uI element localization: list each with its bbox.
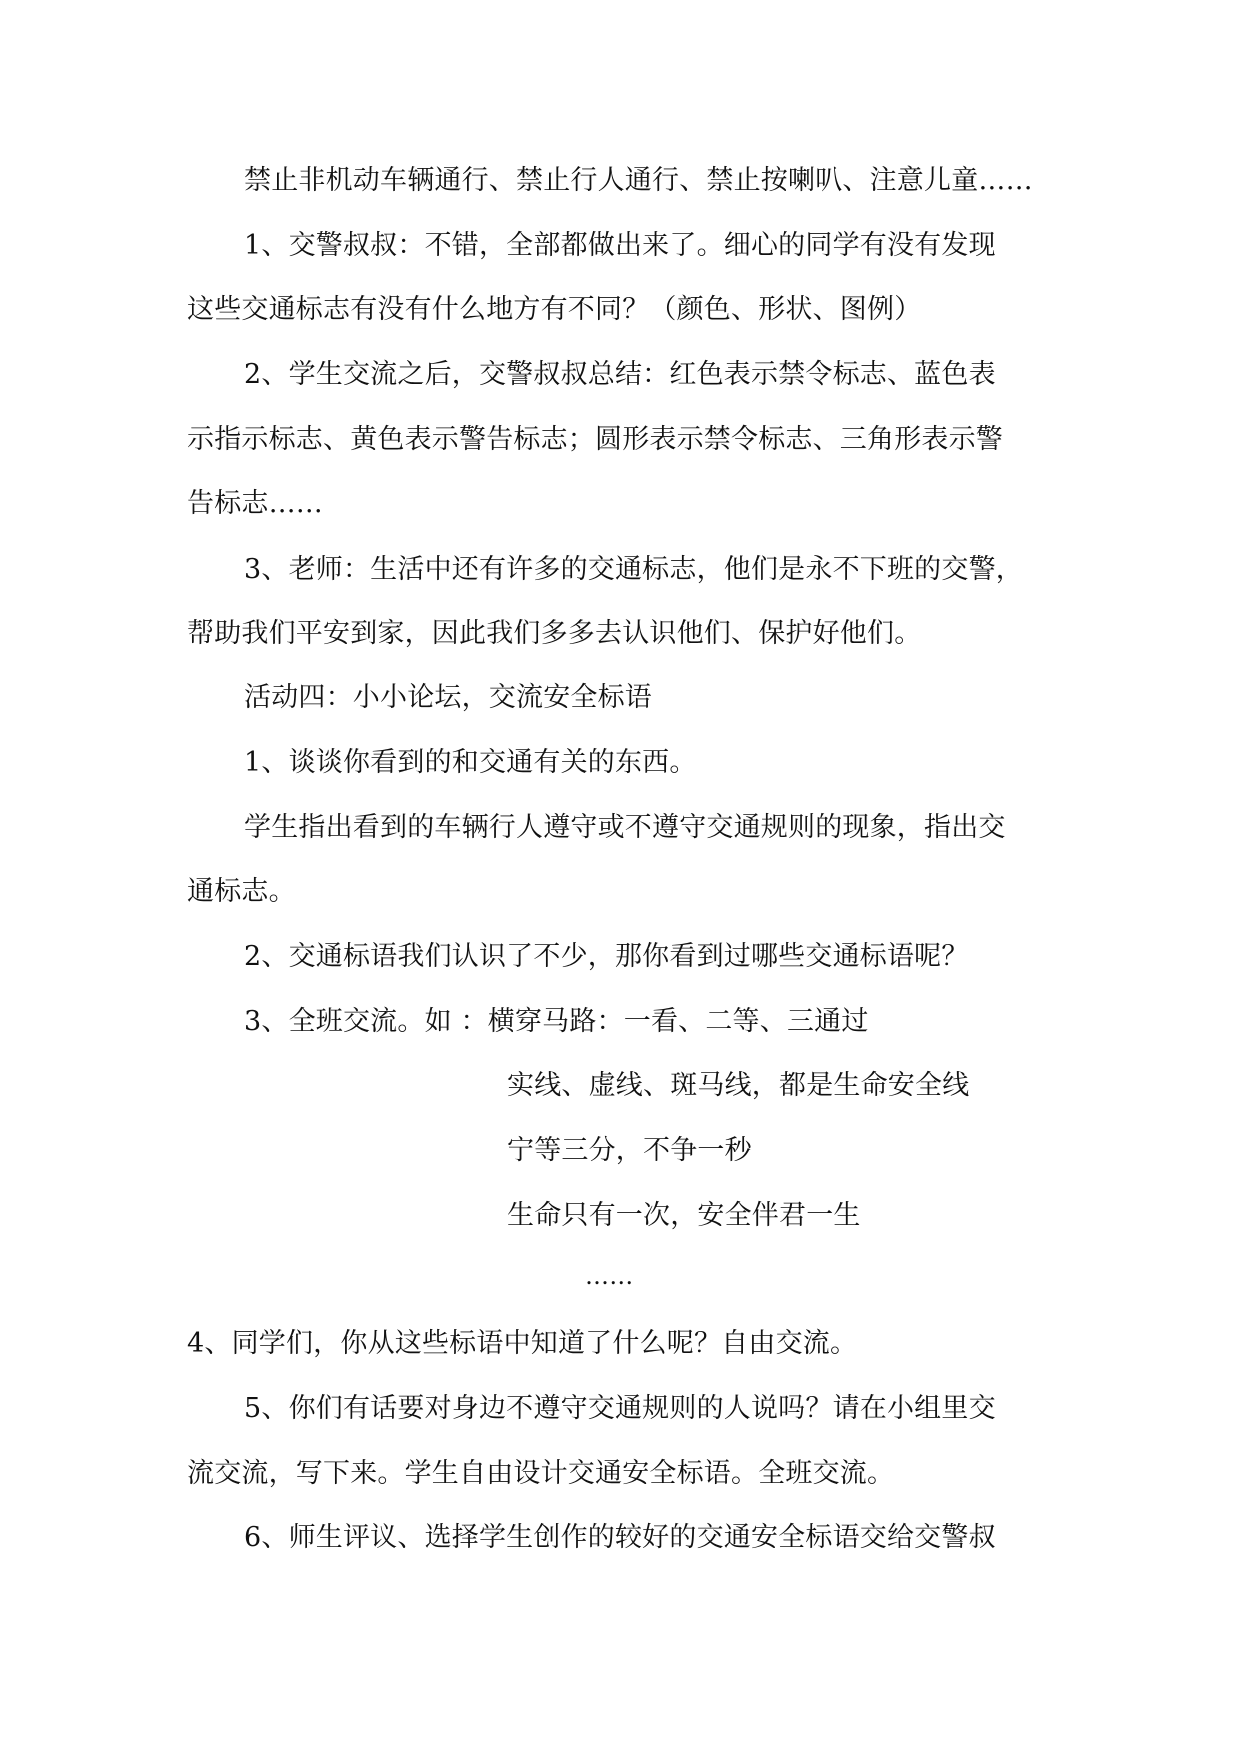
paragraph-line: 示指示标志、黄色表示警告标志；圆形表示禁令标志、三角形表示警: [187, 424, 1003, 455]
paragraph-line: 帮助我们平安到家，因此我们多多去认识他们、保护好他们。: [187, 618, 922, 649]
paragraph-line: 告标志……: [187, 488, 323, 519]
paragraph-line: 1、交警叔叔：不错，全部都做出来了。细心的同学有没有发现: [244, 230, 996, 261]
paragraph-line: 2、学生交流之后，交警叔叔总结：红色表示禁令标志、蓝色表: [244, 359, 996, 390]
slogan-line: 实线、虚线、斑马线，都是生命安全线: [507, 1070, 970, 1101]
paragraph-line: 3、全班交流。如 ：横穿马路：一看、二等、三通过: [244, 1006, 869, 1037]
paragraph-line: 6、师生评议、选择学生创作的较好的交通安全标语交给交警叔: [244, 1522, 996, 1553]
slogan-line: 宁等三分，不争一秒: [507, 1135, 752, 1166]
paragraph-line: 禁止非机动车辆通行、禁止行人通行、禁止按喇叭、注意儿童……: [244, 165, 1033, 196]
paragraph-line: 2、交通标语我们认识了不少，那你看到过哪些交通标语呢？: [244, 941, 969, 972]
paragraph-line: 流交流，写下来。学生自由设计交通安全标语。全班交流。: [187, 1458, 895, 1489]
paragraph-line: 通标志。: [187, 876, 296, 907]
paragraph-line: 学生指出看到的车辆行人遵守或不遵守交通规则的现象，指出交: [244, 812, 1006, 843]
paragraph-line: 4、同学们，你从这些标语中知道了什么呢？自由交流。: [187, 1328, 858, 1359]
paragraph-line: 5、你们有话要对身边不遵守交通规则的人说吗？请在小组里交: [244, 1393, 996, 1424]
paragraph-line: 这些交通标志有没有什么地方有不同？（颜色、形状、图例）: [187, 294, 922, 325]
slogan-line: 生命只有一次，安全伴君一生: [507, 1200, 861, 1231]
section-heading: 活动四：小小论坛，交流安全标语: [244, 682, 652, 713]
ellipsis-line: ……: [585, 1262, 634, 1290]
paragraph-line: 1、谈谈你看到的和交通有关的东西。: [244, 747, 697, 778]
paragraph-line: 3、老师：生活中还有许多的交通标志，他们是永不下班的交警，: [244, 554, 1023, 585]
